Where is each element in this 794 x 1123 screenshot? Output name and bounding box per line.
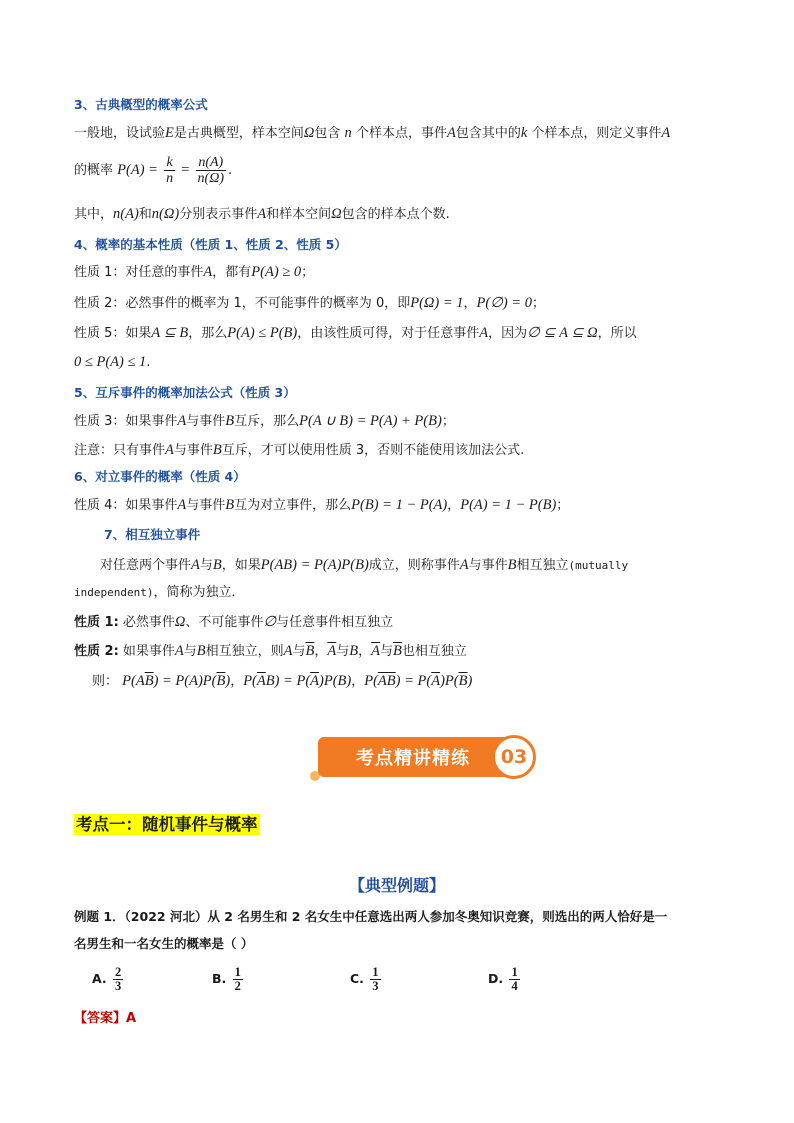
- text: 与事件: [186, 414, 226, 429]
- math-expr: 0 ≤ P(A) ≤ 1: [74, 354, 147, 370]
- math-expr: P(A) ≥ 0: [251, 264, 302, 280]
- topic-title: 考点一：随机事件与概率: [76, 815, 258, 834]
- text: ，简称为独立．: [153, 585, 245, 600]
- text: 一般地，设试验: [74, 126, 166, 141]
- math-B-bar: $\overline{B}$: [393, 643, 402, 659]
- math-A: A: [165, 442, 174, 458]
- option-fraction: $\frac{1}{3}$: [372, 965, 379, 993]
- text: 如果事件: [118, 644, 175, 659]
- text: 相互独立，则: [205, 644, 284, 659]
- text: 与: [292, 644, 306, 659]
- text: 注意：只有事件: [74, 443, 166, 458]
- text: 性质 2：必然事件的概率为 1，不可能事件的概率为 0，即: [74, 296, 411, 311]
- math-omega: Ω: [174, 614, 186, 630]
- text: 与事件: [468, 558, 508, 573]
- math-A: A: [283, 643, 293, 659]
- banner-title: 考点精讲精练: [318, 737, 508, 777]
- example-1-line-1: 例题 1．（2022 河北）从 2 名男生和 2 名女生中任意选出两人参加冬奥知识竞赛，则选出的两人恰好是一: [74, 909, 668, 924]
- example-1-line-2: 名男生和一名女生的概率是（ ）: [74, 936, 254, 951]
- text: ，都有: [212, 265, 252, 280]
- text: ，如果: [221, 558, 261, 573]
- math-omega: Ω: [331, 206, 342, 222]
- option-label: C.: [350, 971, 364, 986]
- math-A-bar: $\overline{A}$: [327, 643, 337, 659]
- banner-number: 03: [492, 735, 536, 779]
- option-fraction: $\frac{1}{2}$: [234, 965, 241, 993]
- section-banner: [310, 735, 542, 781]
- math-A: A: [479, 325, 489, 341]
- text: 对任意两个事件: [100, 558, 192, 573]
- property-label: 性质 2:: [74, 644, 119, 659]
- text: 、不可能事件: [185, 615, 264, 630]
- text: 与: [336, 644, 350, 659]
- math-A: A: [177, 497, 187, 513]
- text: ，: [230, 674, 244, 689]
- math-B: B: [225, 497, 235, 513]
- sec4-property-2: [74, 294, 545, 313]
- text: 与: [183, 644, 197, 659]
- text: ；: [531, 296, 545, 311]
- math-eq: =: [181, 162, 190, 178]
- sec3-paragraph-3: [74, 205, 450, 224]
- property-label: 性质 1:: [74, 615, 119, 630]
- text: 与: [199, 558, 213, 573]
- section-4-heading: 4、概率的基本性质（性质 1、性质 2、性质 5）: [74, 237, 347, 252]
- text-english: (mutually: [568, 559, 629, 572]
- sec4-property-5-cont: [74, 353, 150, 372]
- sec7-definition: [100, 556, 628, 575]
- section-3-heading: 3、古典概型的概率公式: [74, 97, 208, 112]
- text: .: [228, 163, 233, 178]
- text: ，: [463, 296, 477, 311]
- section-5-heading: 5、互斥事件的概率加法公式（性质 3）: [74, 385, 296, 400]
- option-label: A.: [92, 971, 107, 986]
- text: ，: [358, 644, 372, 659]
- text: 个样本点，事件: [355, 126, 447, 141]
- text: ，因为: [488, 326, 528, 341]
- sec3-paragraph-1: [74, 124, 670, 143]
- math-expr: A ⊆ B: [151, 325, 189, 341]
- math-expr: P(A ∪ B) = P(A) + P(B): [299, 413, 442, 429]
- math-lhs: P(A) =: [117, 162, 158, 178]
- option-fraction: $\frac{2}{3}$: [115, 965, 122, 993]
- text: ，: [314, 644, 328, 659]
- option-label: D.: [488, 971, 504, 986]
- math-formula-2: $P(\overline{A}B) = P(\overline{A})P(B)$: [243, 673, 352, 689]
- text: 分别表示事件: [179, 207, 258, 222]
- option-c[interactable]: [350, 966, 383, 993]
- math-B-bar: $\overline{B}$: [305, 643, 315, 659]
- sec7-definition-cont: [74, 584, 245, 602]
- text: 与任意事件相互独立: [276, 615, 394, 630]
- text: 和: [138, 207, 152, 222]
- math-expr: P(AB) = P(A)P(B): [260, 557, 369, 573]
- math-A-bar: $\overline{A}$: [371, 643, 381, 659]
- text: ，: [447, 498, 461, 513]
- sec7-then-formulas: [92, 672, 472, 691]
- math-n: n: [344, 125, 352, 141]
- text: 性质 3：如果事件: [74, 414, 178, 429]
- text: ；: [441, 414, 455, 429]
- examples-title: 【典型例题】: [348, 876, 445, 895]
- text: 与事件: [186, 498, 226, 513]
- text: ；: [556, 498, 570, 513]
- text: 互为对立事件，那么: [234, 498, 352, 513]
- text: ，由该性质可得，对于任意事件: [297, 326, 480, 341]
- math-A: A: [174, 643, 184, 659]
- sec4-property-5: [74, 324, 637, 343]
- text: ，那么: [188, 326, 228, 341]
- text: 和样本空间: [266, 207, 332, 222]
- text: 包含其中的: [455, 126, 521, 141]
- math-expr: P(B) = 1 − P(A): [351, 497, 448, 513]
- math-A: A: [257, 206, 267, 222]
- text: 也相互独立: [401, 644, 467, 659]
- sec3-formula-line: [74, 154, 232, 187]
- fraction-k-over-n: $\frac{k}{n}$: [166, 155, 174, 186]
- math-expr: P(A) ≤ P(B): [227, 325, 298, 341]
- sec7-property-1: [74, 613, 393, 632]
- sec7-property-2: [74, 642, 467, 661]
- topic-heading: [74, 816, 260, 836]
- text: 性质 5：如果: [74, 326, 152, 341]
- text: 与事件: [173, 443, 213, 458]
- option-a[interactable]: [92, 966, 125, 993]
- text: ，: [351, 674, 365, 689]
- text: 则：: [92, 674, 119, 689]
- text: 的概率: [74, 163, 114, 178]
- text: 其中，: [74, 207, 114, 222]
- text: ；: [301, 265, 315, 280]
- text-english: independent): [74, 586, 154, 599]
- math-B: B: [225, 413, 235, 429]
- answer-value: A: [126, 1011, 137, 1026]
- section-7-heading: 7、相互独立事件: [104, 527, 201, 542]
- math-A: A: [661, 125, 671, 141]
- math-expr: ∅ ⊆ A ⊆ Ω: [527, 325, 598, 341]
- text: 互斥，那么: [234, 414, 300, 429]
- answer-line: [74, 1010, 136, 1028]
- sec5-note: [74, 441, 524, 460]
- text: 包含: [314, 126, 341, 141]
- math-B: B: [507, 557, 517, 573]
- math-omega: Ω: [303, 125, 315, 141]
- math-nA: n(A): [113, 206, 139, 222]
- math-A: A: [446, 125, 456, 141]
- text: 是古典概型，样本空间: [173, 126, 304, 141]
- text: 包含的样本点个数.: [341, 207, 450, 222]
- option-d[interactable]: [488, 966, 522, 993]
- text: ，所以: [597, 326, 637, 341]
- option-b[interactable]: [212, 966, 245, 993]
- sec5-property-3: [74, 412, 455, 431]
- math-expr: P(∅) = 0: [476, 295, 532, 311]
- option-label: B.: [212, 971, 227, 986]
- math-E: E: [165, 125, 174, 141]
- text: 与: [380, 644, 394, 659]
- math-formula-1: $P(A\overline{B}) = P(A)P(\overline{B})$: [122, 673, 231, 689]
- fraction-nA-over-nOmega: $\frac{n(A)}{n(\Omega)}$: [197, 155, 224, 186]
- math-B: B: [349, 643, 359, 659]
- text: 成立，则称事件: [368, 558, 460, 573]
- math-expr: P(A) = 1 − P(B): [460, 497, 557, 513]
- sec6-property-4: [74, 496, 569, 515]
- math-nOmega: n(Ω): [151, 206, 180, 222]
- math-expr: P(Ω) = 1: [410, 295, 464, 311]
- text: 相互独立: [516, 558, 569, 573]
- text: .: [146, 355, 151, 370]
- math-A: A: [203, 264, 213, 280]
- math-formula-3: $P(\overline{AB}) = P(\overline{A})P(\overline{B})$: [364, 673, 473, 689]
- option-fraction: $\frac{1}{4}$: [511, 965, 518, 993]
- text: 必然事件: [118, 615, 175, 630]
- answer-label: 【答案】: [74, 1011, 127, 1026]
- sec4-property-1: [74, 263, 314, 282]
- text: 性质 1：对任意的事件: [74, 265, 204, 280]
- text: 个样本点，则定义事件: [531, 126, 662, 141]
- text: 性质 4：如果事件: [74, 498, 178, 513]
- math-A: A: [177, 413, 187, 429]
- math-k: k: [520, 125, 528, 141]
- math-emptyset: ∅: [263, 614, 277, 630]
- math-B: B: [212, 442, 222, 458]
- math-A: A: [191, 557, 200, 573]
- math-A: A: [459, 557, 469, 573]
- section-6-heading: 6、对立事件的概率（性质 4）: [74, 469, 246, 484]
- math-B: B: [212, 557, 222, 573]
- text: 互斥，才可以使用性质 3，否则不能使用该加法公式.: [221, 443, 525, 458]
- math-B: B: [196, 643, 206, 659]
